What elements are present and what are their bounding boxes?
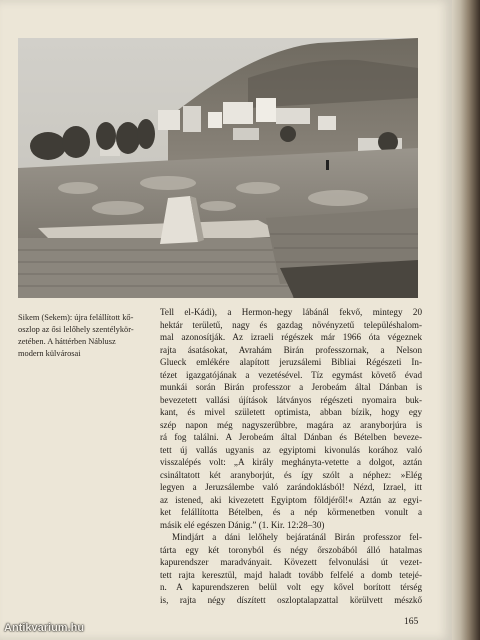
caption-line: oszlop az ősi lelőhely szentélykör-: [18, 325, 134, 334]
body-line: másik elé egészen Dánig.” (1. Kir. 12:28–30): [160, 519, 325, 530]
caption-line: modern külvárosai: [18, 349, 81, 358]
body-line: bevezetett vallási újítások látványos régészeti nyomaira buk-: [160, 394, 422, 405]
body-line: n. A kapurendszeren belül volt egy kővel borított térség: [160, 582, 422, 592]
body-line: tett új vallás ugyanis az egyiptomi kivonulás korához való: [160, 444, 422, 455]
body-line: kant, és mivel született optimista, abban bízik, hogy egy: [160, 407, 422, 417]
body-line: tézet igazgatójának a vezetésével. Tíz egymást követő évad: [160, 369, 422, 380]
photo-caption: [18, 312, 144, 360]
body-line: tárta egy két toronyból és négy őrszobából álló hatalmas: [160, 544, 422, 555]
body-line: is, rajta négy díszített oszloptalapzattal körülvett mészkő: [160, 594, 422, 605]
body-text: [160, 306, 422, 606]
body-line: csináltatott két aranyborjút, és így szólt a néphez: »Elég: [160, 469, 422, 480]
photo-sikem-ruins: [18, 38, 418, 298]
body-line: hektár területű, nagy és gazdag növényzetű településhalom-: [160, 319, 422, 330]
page-number: 165: [404, 617, 419, 627]
book-edge: [452, 0, 480, 640]
body-line: ket felállította Bételben, és a nép körmenetben vonult a: [160, 507, 422, 517]
body-line: munkái során Birán professzor a Jerobeám által Dánban is: [160, 382, 422, 392]
body-line: szép napon még nagyszerűbbre, magára az aranyborjúra is: [160, 419, 422, 430]
body-line: Mindjárt a dáni lelőhely bejáratánál Birán professzor fel-: [172, 532, 422, 542]
body-line: Glueck emlékére alapított jeruzsálemi Bibliai Régészeti In-: [160, 357, 422, 367]
caption-line: zetében. A háttérben Náblusz: [18, 337, 116, 346]
body-line: kapurendszer maradványait. Kövezett felvonulási út vezet-: [160, 557, 422, 567]
body-line: Tell el-Kádi), a Hermon-hegy lábánál fekvő, mintegy 20: [160, 307, 422, 317]
body-line: tett rajta keresztül, majd haladt tovább felfelé a domb tetejé-: [160, 569, 422, 580]
body-line: mal azonosítják. Az izraeli régészek már 1966 óta végeznek: [160, 332, 422, 342]
caption-line: Sikem (Sekem): újra felállított kő-: [18, 313, 134, 322]
body-line: visszalépés volt: „A király meghányta-vetette a dolgot, aztán: [160, 457, 422, 467]
photo-icon: [18, 38, 418, 298]
watermark: Antikvarium.hu: [4, 622, 85, 634]
body-line: rá fog találni. A Jerobeám által Dánban és Bételben beveze-: [160, 432, 422, 442]
body-line: az istened, aki kivezetett Egyiptom földjéről!« Aztán az egyi-: [160, 494, 422, 505]
body-line: legyen a Jeruzsálembe való zarándoklásból! Nézd, Izrael, itt: [160, 482, 422, 492]
body-line: rajta ásatásokat, Avrahám Birán professzornak, a Nelson: [160, 344, 422, 355]
